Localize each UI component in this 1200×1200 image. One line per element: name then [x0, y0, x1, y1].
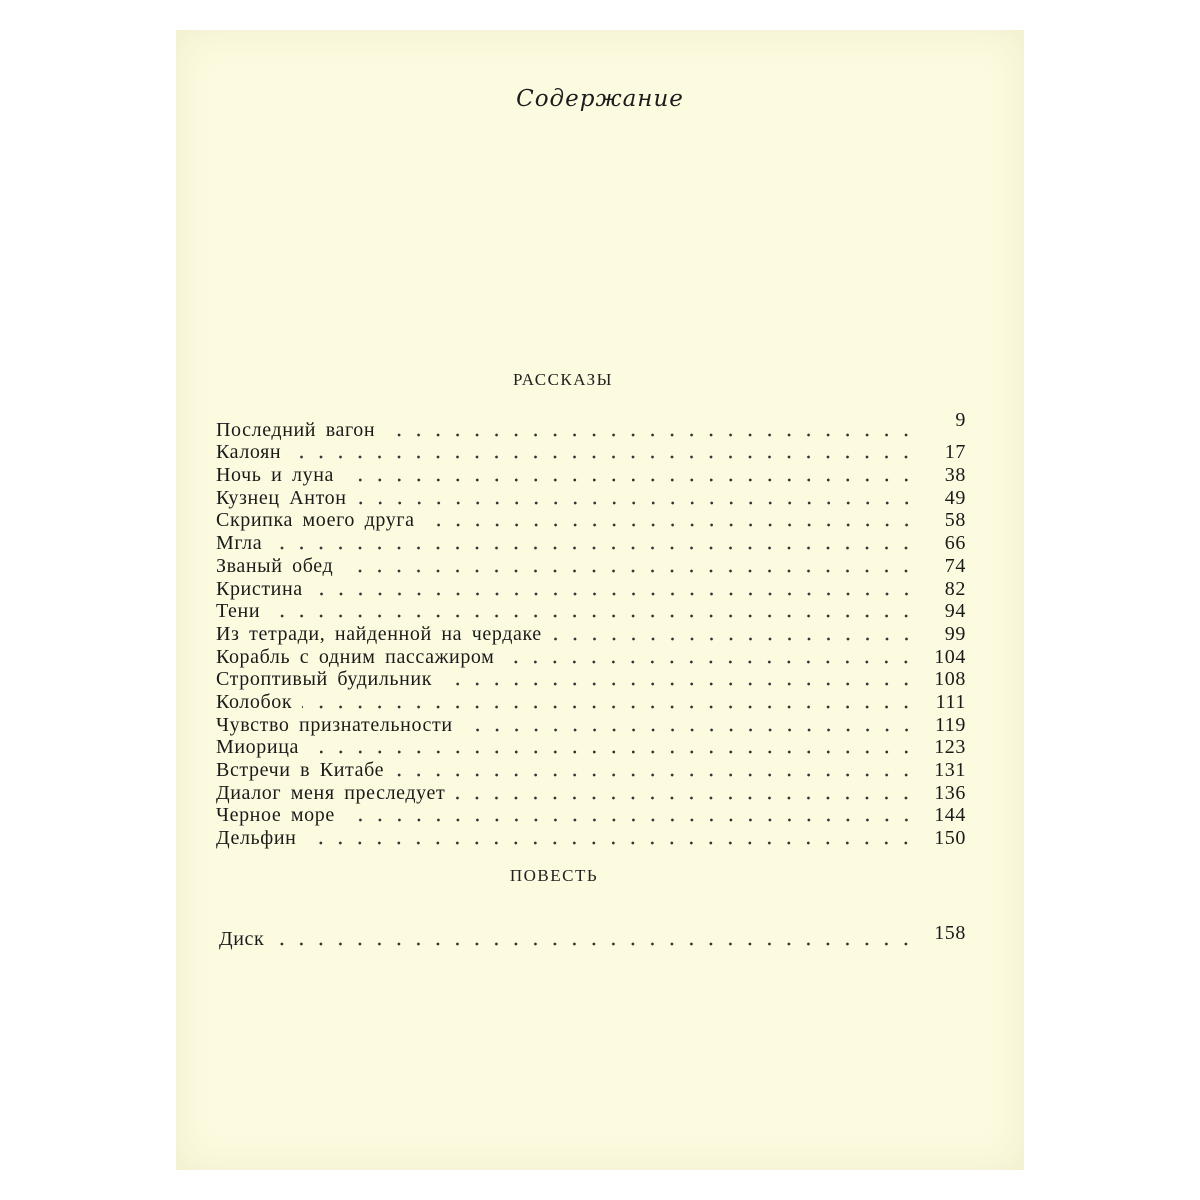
toc-entry-page-number: 158 [934, 922, 966, 944]
dot-leader [455, 796, 916, 800]
toc-entry-title: Миорица [216, 736, 299, 759]
toc-entry [216, 408, 966, 441]
dot-leader [302, 705, 916, 709]
toc-entry-page-number: 119 [934, 713, 966, 736]
dot-leader [274, 942, 916, 946]
toc-entry-title: Чувство признательности [216, 713, 453, 736]
toc-entry [216, 441, 966, 464]
toc-entry [216, 622, 966, 645]
toc-entry [219, 910, 966, 950]
toc-entry-title: Диск [219, 928, 265, 950]
toc-entry [216, 804, 966, 827]
toc-entry-page-number: 131 [934, 759, 966, 781]
toc-entry-title: Колобок [216, 690, 293, 713]
toc-entry-title: Кузнец Антон [216, 486, 347, 509]
dot-leader [357, 501, 916, 505]
toc-entry [216, 645, 966, 668]
toc-entry-page-number: 123 [934, 736, 966, 759]
dot-leader [270, 614, 916, 618]
dot-leader [345, 818, 916, 822]
toc-entry [216, 577, 966, 600]
toc-entry-page-number: 144 [934, 804, 966, 827]
toc-entry-title: Черное море [216, 804, 335, 827]
toc-entry-page-number: 66 [944, 532, 966, 555]
section-heading-stories: РАССКАЗЫ [513, 370, 613, 389]
toc-entry-page-number: 94 [944, 600, 966, 623]
toc-entry-page-number: 136 [934, 781, 966, 804]
toc-entry [216, 713, 966, 736]
toc-entry-title: Тени [216, 600, 261, 623]
toc-entry-title: Дельфин [216, 827, 297, 850]
dot-leader [425, 523, 916, 527]
toc-entry-title: Встречи в Китабе [216, 759, 385, 781]
toc-entry-page-number: 82 [944, 577, 966, 600]
toc-entry-title: Кристина [216, 577, 303, 600]
dot-leader [504, 660, 916, 664]
toc-entry-page-number: 111 [935, 690, 966, 713]
toc-entry-title: Скрипка моего друга [216, 509, 415, 532]
section-heading-novella: ПОВЕСТЬ [509, 866, 599, 885]
toc-entry-title: Званый обед [216, 554, 334, 577]
toc-entry [216, 600, 966, 623]
dot-leader [385, 433, 916, 437]
toc-entry-page-number: 49 [944, 486, 966, 509]
toc-entry-page-number: 58 [944, 509, 966, 532]
dot-leader [463, 728, 916, 732]
page-title: Содержание [516, 86, 684, 112]
book-page [176, 30, 1024, 1170]
dot-leader [394, 773, 916, 777]
toc-entry-page-number: 38 [944, 464, 966, 487]
dot-leader [291, 455, 916, 459]
toc-entry-title: Диалог меня преследует [216, 781, 446, 804]
toc-entry-page-number: 150 [934, 827, 966, 850]
toc-entry [216, 781, 966, 804]
toc-list-stories [216, 408, 966, 850]
toc-entry [216, 758, 966, 781]
toc-entry-page-number: 17 [944, 441, 966, 464]
toc-entry [216, 509, 966, 532]
toc-entry-page-number: 108 [934, 668, 966, 691]
dot-leader [552, 637, 916, 641]
toc-entry-title: Ночь и луна [216, 464, 334, 487]
toc-entry [216, 486, 966, 509]
toc-entry [216, 463, 966, 486]
dot-leader [343, 569, 916, 573]
toc-entry-title: Мгла [216, 532, 263, 555]
dot-leader [272, 546, 916, 550]
toc-entry [216, 554, 966, 577]
toc-entry-title: Строптивый будильник [216, 668, 433, 691]
toc-entry-page-number: 74 [944, 554, 966, 577]
toc-entry-title: Последний вагон [216, 418, 376, 441]
toc-entry-title: Из тетради, найденной на чердаке [216, 622, 542, 645]
dot-leader [344, 478, 916, 482]
dot-leader [306, 841, 916, 845]
toc-entry [216, 736, 966, 759]
toc-entry-title: Корабль с одним пассажиром [216, 645, 495, 668]
toc-entry [216, 531, 966, 554]
toc-entry [216, 826, 966, 849]
toc-entry-title: Калоян [216, 441, 282, 464]
toc-entry-page-number: 104 [934, 645, 966, 668]
toc-list-novella [219, 910, 966, 950]
toc-entry-page-number: 99 [944, 622, 966, 645]
dot-leader [442, 682, 916, 686]
toc-entry [216, 668, 966, 691]
toc-entry [216, 690, 966, 713]
dot-leader [313, 592, 916, 596]
toc-entry-page-number: 9 [955, 408, 966, 431]
dot-leader [309, 750, 916, 754]
